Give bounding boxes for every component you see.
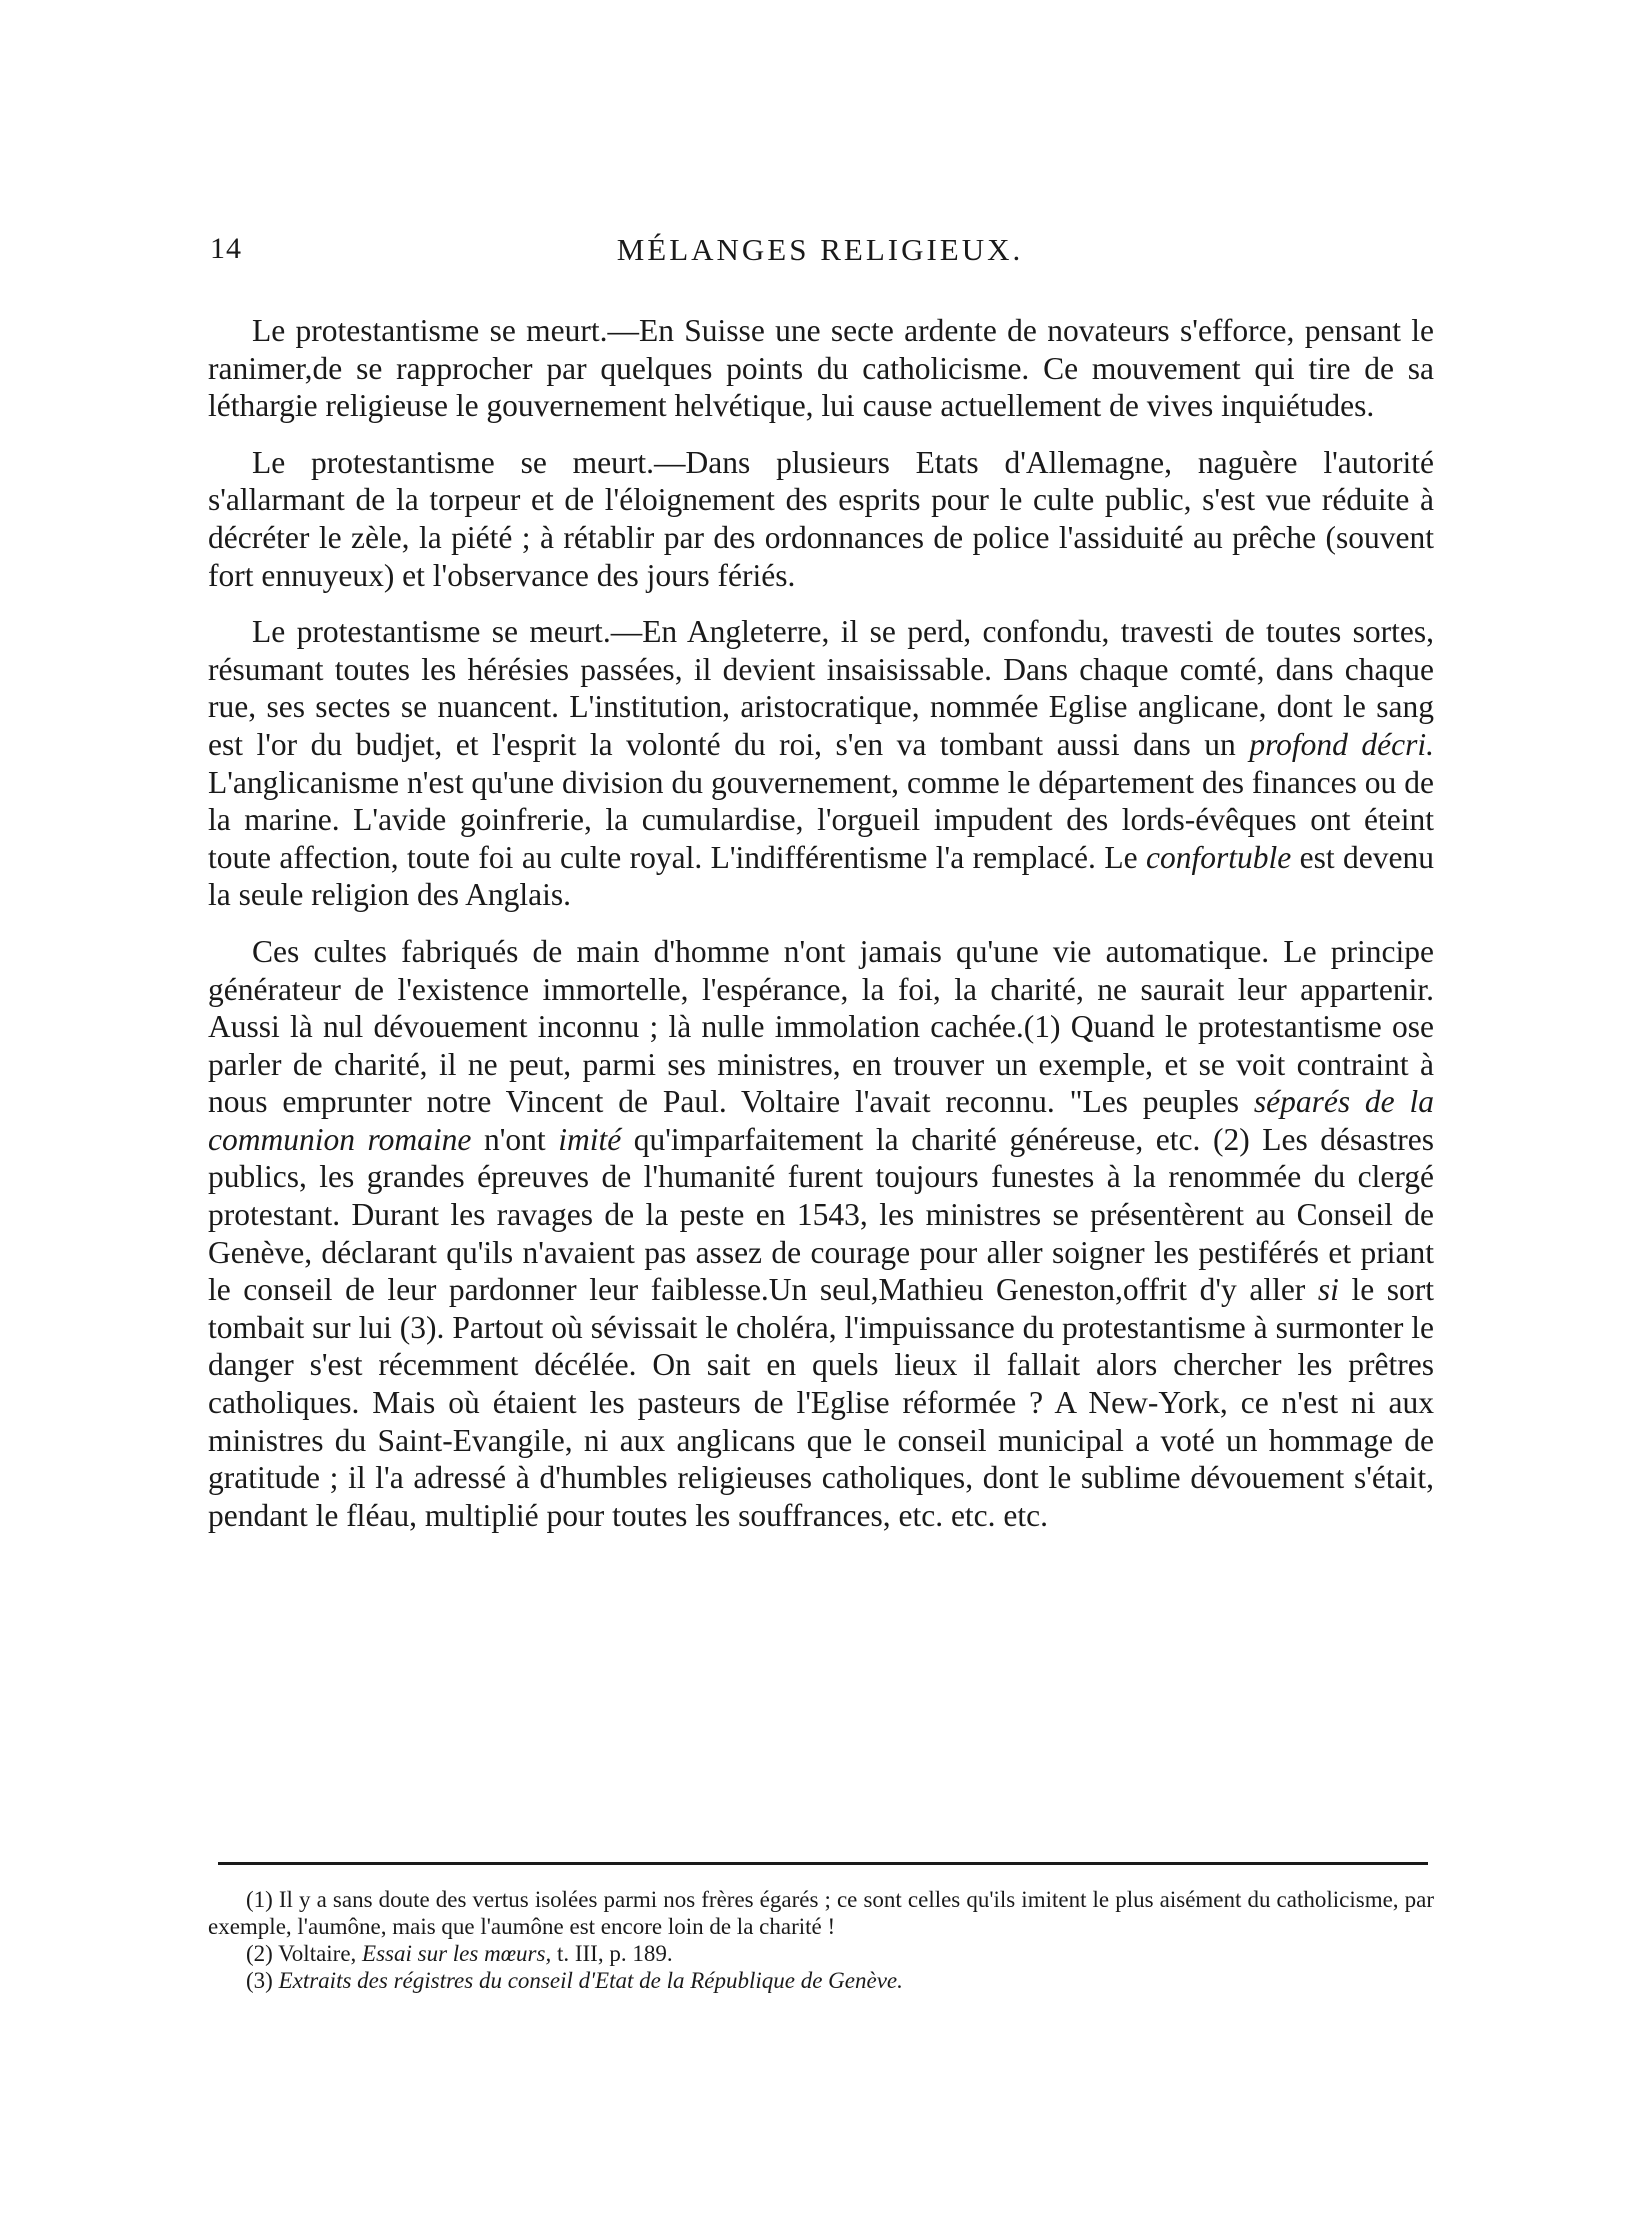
footnote-divider: [218, 1862, 1428, 1865]
footnote-text: t. III, p. 189.: [556, 1941, 673, 1966]
paragraph-england: [208, 613, 1434, 914]
footnote-text: (1) Il y a sans doute des vertus isolées parmi nos frères égarés ; ce sont celles qu'ils imitent le plus aisément du catholicisme, par exemple, l'aumône, mais que l'aumône est encore loin de la charité !: [208, 1887, 1434, 1939]
page-number: 14: [210, 232, 242, 265]
paragraph-text: n'ont: [483, 1121, 546, 1157]
footnote-title: Essai sur les mœurs,: [362, 1941, 552, 1966]
paragraph-germany: [208, 444, 1434, 594]
italic-text: si: [1317, 1272, 1339, 1308]
italic-text: séparés de la communion romaine: [208, 1084, 1434, 1157]
paragraph-text: qu'imparfaitement la charité généreuse, etc. (2) Les désastres publics, les grandes épreuves de l'humanité furent toujours funestes à la renommée du clergé protestant. Durant les ravages de la peste en 1543, les ministres se présentèrent au Conseil de Genève, déclarant qu'ils n'avaient pas assez de courage pour aller soigner les pestiférés et priant le conseil de leur pardonner leur faiblesse.Un seul,Mathieu Geneston,offrit d'y aller: [208, 1121, 1434, 1308]
running-title: MÉLANGES RELIGIEUX.: [616, 232, 1024, 267]
paragraph-text: Le protestantisme se meurt.—En Angleterre, il se perd, confondu, travesti de toutes sortes, résumant toutes les hérésies passées, il devient insaisissable. Dans chaque comté, dans chaque rue, ses sectes se nuancent. L'institution, aristocratique, nommée Eglise anglicane, dont le sang est l'or du budjet, et l'esprit la volonté du roi, s'en va tombant aussi dans un: [208, 614, 1434, 762]
page-header: [210, 232, 1430, 278]
footnote-text: (3): [246, 1968, 273, 1993]
footnote-2: [208, 1940, 1434, 1967]
footnote-text: (2) Voltaire,: [246, 1941, 357, 1966]
paragraph-text: Le protestantisme se meurt.—En Suisse une secte ardente de novateurs s'efforce, pensant le ranimer,de se rapprocher par quelques points du catholicisme. Ce mouvement qui tire de sa léthargie religieuse le gouvernement helvétique, lui cause actuellement de vives inquiétudes.: [208, 313, 1434, 424]
body-text: [208, 312, 1434, 1553]
footnote-1: [208, 1886, 1434, 1940]
paragraph-text: L'anglicanisme n'est qu'une division du gouvernement, comme le département des finances ou de la marine. L'avide goinfrerie, la cumulardise, l'orgueil impudent des lords-évêques ont éteint toute affection, toute foi au culte royal. L'indifférentisme l'a remplacé. Le: [208, 764, 1434, 875]
paragraph-text: Ces cultes fabriqués de main d'homme n'ont jamais qu'une vie automatique. Le principe générateur de l'existence immortelle, l'espérance, la foi, la charité, ne saurait leur appartenir. Aussi là nul dévouement inconnu ; là nulle immolation cachée.(1) Quand le protestantisme ose parler de charité, il ne peut, parmi ses ministres, en trouver un exemple, et se voit contraint à nous emprunter notre Vincent de Paul. Voltaire l'avait reconnu. "Les peuples: [208, 933, 1434, 1120]
footnotes: [208, 1886, 1434, 1994]
footnote-3: [208, 1967, 1434, 1994]
italic-text: profond décri.: [1249, 726, 1434, 762]
paragraph-text: Le protestantisme se meurt.—Dans plusieurs Etats d'Allemagne, naguère l'autorité s'allarmant de la torpeur et de l'éloignement des esprits pour le culte public, s'est vue réduite à décréter le zèle, la piété ; à rétablir par des ordonnances de police l'assiduité au prêche (souvent fort ennuyeux) et l'observance des jours fériés.: [208, 444, 1434, 593]
italic-text: imité: [558, 1121, 622, 1157]
paragraph-swiss: [208, 312, 1434, 425]
paragraph-charity: [208, 933, 1434, 1535]
footnote-title: Extraits des régistres du conseil d'Etat de la République de Genève.: [278, 1968, 903, 1993]
paragraph-text: le sort tombait sur lui (3). Partout où sévissait le choléra, l'impuissance du protestantisme à surmonter le danger s'est récemment décélée. On sait en quels lieux il fallait alors chercher les prêtres catholiques. Mais où étaient les pasteurs de l'Eglise réformée ? A New-York, ce n'est ni aux ministres du Saint-Evangile, ni aux anglicans que le conseil municipal a voté un hommage de gratitude ; il l'a adressé à d'humbles religieuses catholiques, dont le sublime dévouement s'était, pendant le fléau, multiplié pour toutes les souffrances, etc. etc. etc.: [208, 1272, 1435, 1533]
italic-text: confortuble: [1145, 839, 1292, 875]
paragraph-text: est devenu la seule religion des Anglais.: [208, 839, 1435, 913]
